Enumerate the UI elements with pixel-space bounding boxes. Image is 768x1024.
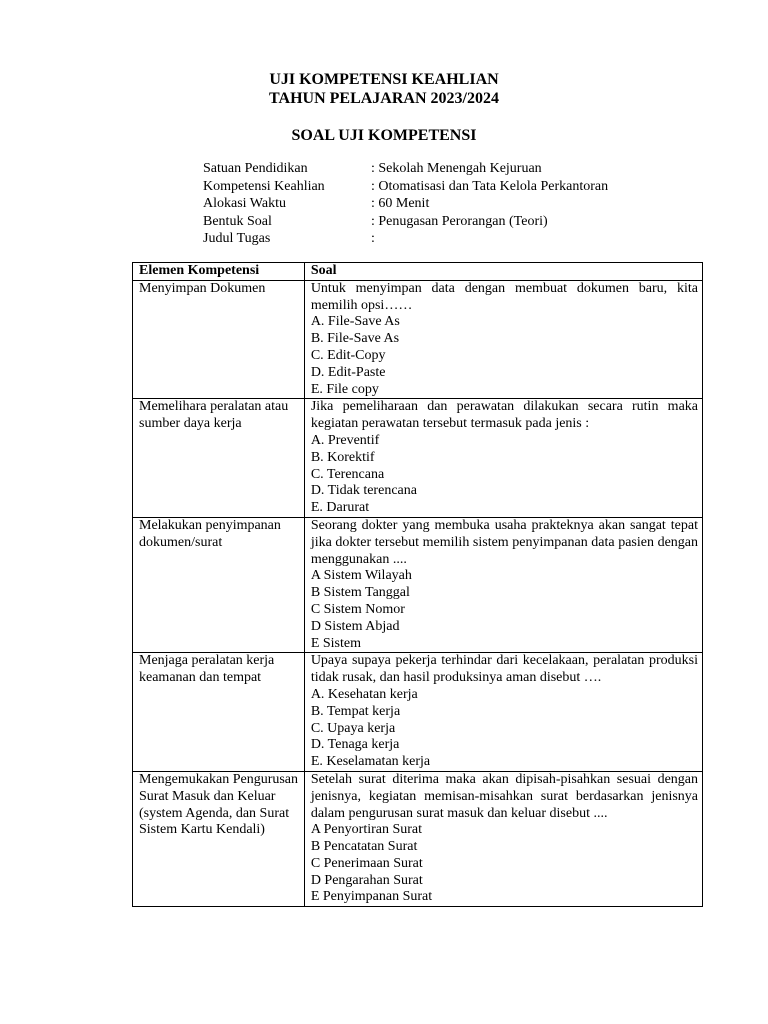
meta-row xyxy=(203,230,723,248)
question-cell xyxy=(304,517,702,652)
answer-option: C. Terencana xyxy=(310,466,385,482)
answer-option: E. File copy xyxy=(310,381,379,397)
document-subtitle: SOAL UJI KOMPETENSI xyxy=(291,127,477,144)
meta-value: : Otomatisasi dan Tata Kelola Perkantoran xyxy=(371,178,609,194)
meta-row xyxy=(203,213,723,231)
answer-option: D. Edit-Paste xyxy=(310,364,386,380)
meta-value: : 60 Menit xyxy=(371,196,430,212)
answer-option: C Sistem Nomor xyxy=(310,601,405,617)
answer-option: D. Tenaga kerja xyxy=(310,737,400,753)
meta-label: Satuan Pendidikan xyxy=(203,161,308,176)
answer-option: B Sistem Tanggal xyxy=(310,585,410,601)
answer-option: A. Preventif xyxy=(310,432,380,448)
meta-label: Kompetensi Keahlian xyxy=(203,178,325,194)
answer-option: B. Tempat kerja xyxy=(310,703,401,719)
competency-element: Mengemukakan Pengurusan Surat Masuk dan Keluar (system Agenda, dan Surat Sistem Kartu Kendali) xyxy=(133,771,305,906)
answer-option: C. Edit-Copy xyxy=(310,347,386,363)
meta-label: Judul Tugas xyxy=(203,231,271,247)
answer-option: E. Keselamatan kerja xyxy=(310,754,431,770)
column-header-question: Soal xyxy=(304,263,702,281)
meta-value: : xyxy=(371,231,375,247)
meta-row xyxy=(203,160,723,178)
meta-row xyxy=(203,178,723,196)
answer-option: D Pengarahan Surat xyxy=(310,872,423,888)
question-cell xyxy=(304,280,702,399)
answer-option: A Sistem Wilayah xyxy=(310,568,412,584)
question-cell xyxy=(304,399,702,518)
answer-option: A Penyortiran Surat xyxy=(310,822,423,838)
answer-option: C Penerimaan Surat xyxy=(310,855,423,871)
title-line-1: UJI KOMPETENSI KEAHLIAN xyxy=(269,71,499,88)
question-cell xyxy=(304,771,702,906)
answer-option: B. Korektif xyxy=(310,449,375,465)
answer-option: B Pencatatan Surat xyxy=(310,839,418,855)
competency-table xyxy=(132,262,703,907)
question-text: Setelah surat diterima maka akan dipisah-pisahkan sesuai dengan jenisnya, kegiatan memisan-misahkan surat berdasarkan jenisnya dalam pengurusan surat masuk dan keluar disebut .... xyxy=(310,771,698,821)
table-header-row xyxy=(133,263,703,281)
metadata-block xyxy=(203,160,723,248)
competency-element: Memelihara peralatan atau sumber daya kerja xyxy=(133,399,305,518)
meta-label: Alokasi Waktu xyxy=(203,196,286,212)
answer-option: E Penyimpanan Surat xyxy=(310,889,433,905)
table-row xyxy=(133,517,703,652)
table-row xyxy=(133,771,703,906)
table-row xyxy=(133,653,703,772)
question-text: Upaya supaya pekerja terhindar dari kecelakaan, peralatan produksi tidak rusak, dan hasil produksinya aman disebut …. xyxy=(310,653,698,686)
meta-label: Bentuk Soal xyxy=(203,213,272,229)
competency-element: Menyimpan Dokumen xyxy=(133,280,305,399)
meta-row xyxy=(203,195,723,213)
question-text: Jika pemeliharaan dan perawatan dilakukan secara rutin maka kegiatan perawatan tersebut termasuk pada jenis : xyxy=(310,399,698,432)
answer-option: E. Darurat xyxy=(310,500,370,516)
answer-option: A. Kesehatan kerja xyxy=(310,686,418,702)
meta-value: : Penugasan Perorangan (Teori) xyxy=(371,213,548,229)
answer-option: B. File-Save As xyxy=(310,331,400,347)
column-header-element: Elemen Kompetensi xyxy=(133,263,305,281)
question-cell xyxy=(304,653,702,772)
answer-option: E Sistem xyxy=(310,635,361,651)
question-text: Seorang dokter yang membuka usaha prakteknya akan sangat tepat jika dokter tersebut memilih sistem penyimpanan data pasien dengan menggunakan .... xyxy=(310,517,698,567)
competency-element: Melakukan penyimpanan dokumen/surat xyxy=(133,517,305,652)
meta-value: : Sekolah Menengah Kejuruan xyxy=(371,161,542,176)
table-row xyxy=(133,280,703,399)
answer-option: D Sistem Abjad xyxy=(310,618,400,634)
table-row xyxy=(133,399,703,518)
title-line-2: TAHUN PELAJARAN 2023/2024 xyxy=(269,90,499,107)
answer-option: A. File-Save As xyxy=(310,314,400,330)
answer-option: C. Upaya kerja xyxy=(310,720,396,736)
competency-element: Menjaga peralatan kerja keamanan dan tempat xyxy=(133,653,305,772)
answer-option: D. Tidak terencana xyxy=(310,483,417,499)
question-text: Untuk menyimpan data dengan membuat dokumen baru, kita memilih opsi…… xyxy=(310,280,698,313)
